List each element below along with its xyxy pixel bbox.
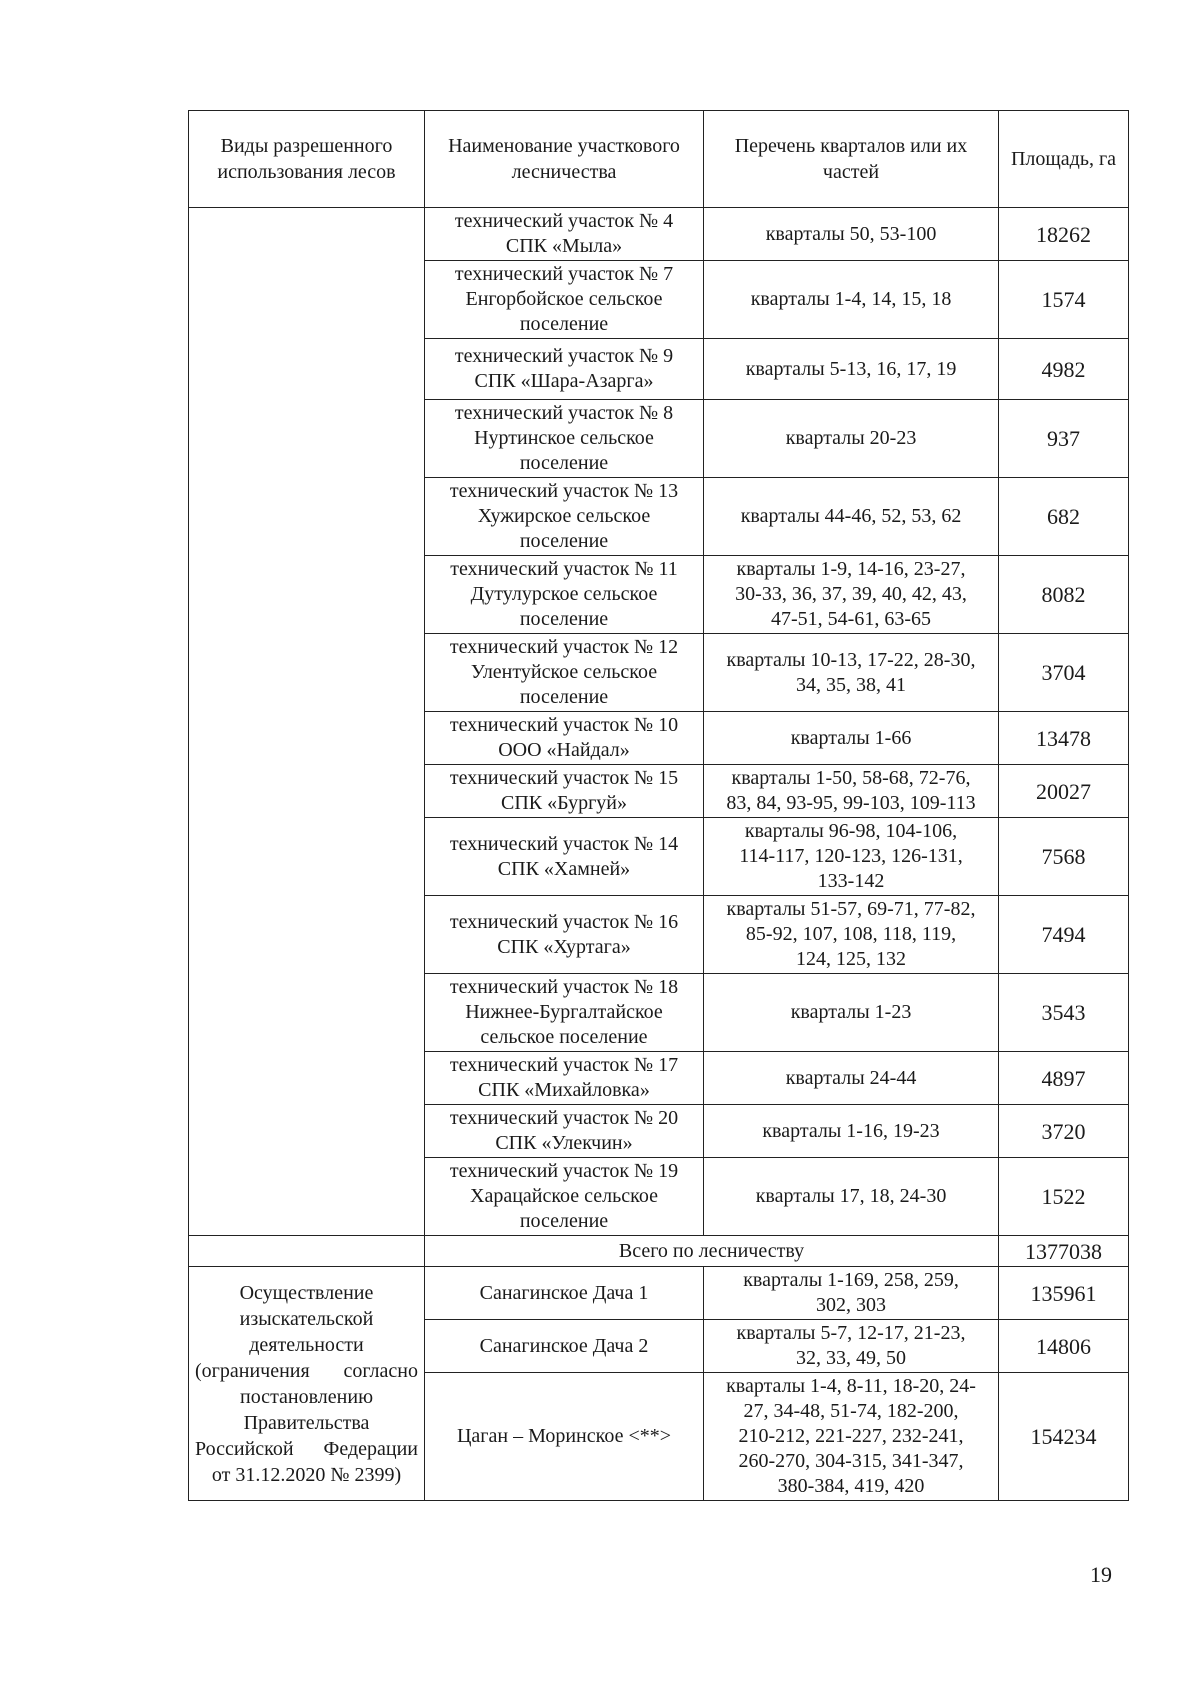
quarters-cell-line: кварталы 1-4, 8-11, 18-20, 24- [726, 1375, 976, 1397]
forestry-cell-line: технический участок № 15 [449, 767, 679, 789]
area-cell: 682 [999, 478, 1129, 556]
quarters-cell [704, 765, 999, 818]
header-area: Площадь, га [999, 111, 1129, 208]
forestry-cell [425, 818, 704, 896]
quarters-cell [704, 712, 999, 765]
quarters-cell-line: кварталы 24-44 [785, 1066, 917, 1089]
usage-line: деятельности [249, 1333, 364, 1356]
forestry-cell-line: технический участок № 18 [449, 976, 679, 998]
table-body [189, 208, 1129, 1501]
quarters-cell-line: кварталы 5-7, 12-17, 21-23, [736, 1322, 966, 1344]
forestry-cell-line: технический участок № 10 [449, 714, 679, 736]
table-header-row [189, 111, 1129, 208]
usage-line: Осуществление [239, 1281, 374, 1304]
forestry-cell-line: сельское поселение [480, 1026, 648, 1048]
quarters-cell-line: кварталы 1-4, 14, 15, 18 [750, 288, 952, 310]
forestry-cell [425, 896, 704, 974]
forestry-cell-line: Нуртинское сельское [474, 427, 654, 449]
area-cell: 4982 [999, 339, 1129, 400]
table-row [189, 1267, 1129, 1320]
quarters-cell-line: 85-92, 107, 108, 118, 119, [745, 923, 957, 945]
forestry-cell-line: технический участок № 17 [449, 1054, 679, 1076]
area-cell: 7568 [999, 818, 1129, 896]
quarters-cell-line: 32, 33, 49, 50 [796, 1347, 906, 1369]
area-cell: 4897 [999, 1052, 1129, 1105]
quarters-cell-line: кварталы 1-16, 19-23 [762, 1119, 940, 1142]
quarters-cell-line: кварталы 10-13, 17-22, 28-30, [726, 648, 976, 671]
quarters-cell [704, 1320, 999, 1373]
forestry-cell [425, 1105, 704, 1158]
quarters-cell-line: кварталы 17, 18, 24-30 [755, 1185, 947, 1207]
area-cell: 14806 [999, 1320, 1129, 1373]
forestry-cell [425, 1158, 704, 1236]
quarters-cell-line: 380-384, 419, 420 [777, 1475, 925, 1497]
quarters-cell [704, 400, 999, 478]
forestry-cell-line: технический участок № 12 [449, 636, 679, 658]
usage-line: Правительства [243, 1411, 370, 1434]
forestry-cell-line: технический участок № 13 [449, 480, 679, 502]
quarters-cell-line: кварталы 50, 53-100 [765, 222, 937, 245]
area-cell: 154234 [999, 1373, 1129, 1501]
quarters-cell [704, 818, 999, 896]
quarters-cell-line: кварталы 1-66 [790, 726, 912, 749]
usage-line: от 31.12.2020 № 2399) [211, 1463, 402, 1486]
area-cell: 3704 [999, 634, 1129, 712]
forestry-cell-line: Енгорбойское сельское [465, 288, 663, 310]
forestry-cell-line: поселение [519, 686, 609, 708]
forestry-cell [425, 712, 704, 765]
quarters-cell-line: 27, 34-48, 51-74, 182-200, [743, 1400, 959, 1422]
forestry-cell-line: поселение [519, 452, 609, 474]
quarters-cell [704, 478, 999, 556]
usage-cell [189, 1267, 425, 1501]
total-empty-cell [189, 1236, 425, 1267]
forestry-cell-line: Дутулурское сельское [470, 583, 658, 605]
quarters-cell [704, 1158, 999, 1236]
total-label: Всего по лесничеству [425, 1236, 999, 1267]
forestry-cell-line: Нижнее-Бургалтайское [465, 1001, 663, 1023]
header-forestry: Наименование участкового лесничества [425, 111, 704, 208]
quarters-cell [704, 556, 999, 634]
quarters-cell-line: кварталы 1-169, 258, 259, [743, 1269, 959, 1291]
forestry-cell [425, 1052, 704, 1105]
total-row [189, 1236, 1129, 1267]
forestry-cell [425, 208, 704, 261]
forestry-cell-line: Улентуйское сельское [470, 661, 658, 683]
area-cell: 937 [999, 400, 1129, 478]
forestry-cell [425, 1373, 704, 1501]
header-usage: Виды разрешенного использования лесов [189, 111, 425, 208]
forestry-cell-line: технический участок № 8 [454, 402, 674, 424]
quarters-cell [704, 1267, 999, 1320]
forestry-cell-line: СПК «Шара-Азарга» [474, 370, 654, 392]
forestry-cell [425, 400, 704, 478]
area-cell: 1574 [999, 261, 1129, 339]
area-cell: 135961 [999, 1267, 1129, 1320]
forestry-cell-line: СПК «Улекчин» [495, 1132, 633, 1154]
forestry-cell-line: СПК «Михайловка» [478, 1079, 650, 1101]
forestry-cell-line: поселение [519, 530, 609, 552]
usage-cell-empty [189, 208, 425, 1236]
forestry-cell-line: Харацайское сельское [470, 1185, 658, 1207]
quarters-cell [704, 896, 999, 974]
forestry-cell-line: технический участок № 4 [454, 210, 674, 232]
forestry-cell-line: СПК «Бургуй» [500, 792, 627, 814]
quarters-cell-line: 210-212, 221-227, 232-241, [738, 1425, 964, 1447]
forestry-cell-line: Хужирское сельское [477, 505, 651, 527]
area-cell: 8082 [999, 556, 1129, 634]
quarters-cell-line: 260-270, 304-315, 341-347, [738, 1450, 964, 1472]
forestry-cell-line: технический участок № 9 [454, 345, 674, 367]
quarters-cell [704, 1105, 999, 1158]
usage-line: (ограничения согласно [195, 1359, 418, 1382]
forestry-cell-line: СПК «Хамней» [497, 857, 631, 880]
forestry-cell-line: технический участок № 11 [450, 558, 678, 580]
usage-line: Российской Федерации [195, 1437, 418, 1460]
quarters-cell-line: кварталы 44-46, 52, 53, 62 [740, 505, 962, 527]
forestry-cell [425, 478, 704, 556]
quarters-cell-line: 30-33, 36, 37, 39, 40, 42, 43, [735, 583, 967, 605]
area-cell: 3543 [999, 974, 1129, 1052]
total-area: 1377038 [999, 1236, 1129, 1267]
quarters-cell-line: 133-142 [817, 870, 885, 892]
forestry-cell [425, 634, 704, 712]
quarters-cell [704, 1052, 999, 1105]
forestry-cell [425, 974, 704, 1052]
forestry-cell-line: Цаган – Моринское <**> [456, 1425, 672, 1447]
forestry-cell-line: технический участок № 19 [449, 1160, 679, 1182]
quarters-cell [704, 1373, 999, 1501]
area-cell: 18262 [999, 208, 1129, 261]
forestry-cell [425, 261, 704, 339]
quarters-cell-line: кварталы 5-13, 16, 17, 19 [745, 357, 957, 380]
forestry-cell-line: поселение [519, 313, 609, 335]
forestry-cell [425, 1267, 704, 1320]
forestry-cell [425, 556, 704, 634]
forestry-cell [425, 1320, 704, 1373]
forestry-cell-line: ООО «Найдал» [498, 739, 630, 761]
quarters-cell-line: кварталы 1-9, 14-16, 23-27, [736, 558, 966, 580]
forestry-cell [425, 765, 704, 818]
forestry-cell-line: технический участок № 7 [454, 263, 674, 285]
quarters-cell [704, 261, 999, 339]
area-cell: 3720 [999, 1105, 1129, 1158]
quarters-cell [704, 208, 999, 261]
quarters-cell-line: кварталы 20-23 [785, 427, 917, 449]
page-number: 19 [1090, 1562, 1112, 1587]
forestry-cell-line: поселение [519, 1210, 609, 1232]
forestry-cell-line: Санагинское Дача 1 [479, 1281, 649, 1304]
quarters-cell-line: 114-117, 120-123, 126-131, [739, 845, 963, 867]
quarters-cell-line: кварталы 1-50, 58-68, 72-76, [731, 767, 971, 789]
area-cell: 20027 [999, 765, 1129, 818]
quarters-cell-line: кварталы 96-98, 104-106, [744, 820, 958, 842]
quarters-cell-line: 47-51, 54-61, 63-65 [771, 608, 931, 630]
forestry-cell-line: поселение [519, 608, 609, 630]
quarters-cell-line: 34, 35, 38, 41 [796, 673, 906, 696]
area-cell: 13478 [999, 712, 1129, 765]
forestry-cell-line: СПК «Хуртага» [497, 935, 631, 958]
forest-usage-table [188, 110, 1129, 1501]
forestry-cell-line: технический участок № 16 [449, 910, 679, 933]
header-quarters: Перечень кварталов или их частей [704, 111, 999, 208]
forestry-cell-line: технический участок № 20 [449, 1107, 679, 1129]
quarters-cell [704, 634, 999, 712]
area-cell: 1522 [999, 1158, 1129, 1236]
quarters-cell-line: кварталы 51-57, 69-71, 77-82, [726, 898, 976, 920]
forestry-cell-line: технический участок № 14 [449, 832, 679, 855]
quarters-cell-line: кварталы 1-23 [790, 1001, 912, 1023]
forestry-cell-line: Санагинское Дача 2 [479, 1334, 649, 1357]
quarters-cell [704, 339, 999, 400]
quarters-cell-line: 83, 84, 93-95, 99-103, 109-113 [726, 792, 976, 814]
usage-line: изыскательской [239, 1307, 374, 1330]
quarters-cell [704, 974, 999, 1052]
forestry-cell-line: СПК «Мыла» [505, 235, 623, 257]
quarters-cell-line: 302, 303 [816, 1294, 886, 1316]
forestry-cell [425, 339, 704, 400]
quarters-cell-line: 124, 125, 132 [796, 948, 906, 970]
usage-line: постановлению [239, 1385, 374, 1408]
area-cell: 7494 [999, 896, 1129, 974]
table-row [189, 208, 1129, 261]
